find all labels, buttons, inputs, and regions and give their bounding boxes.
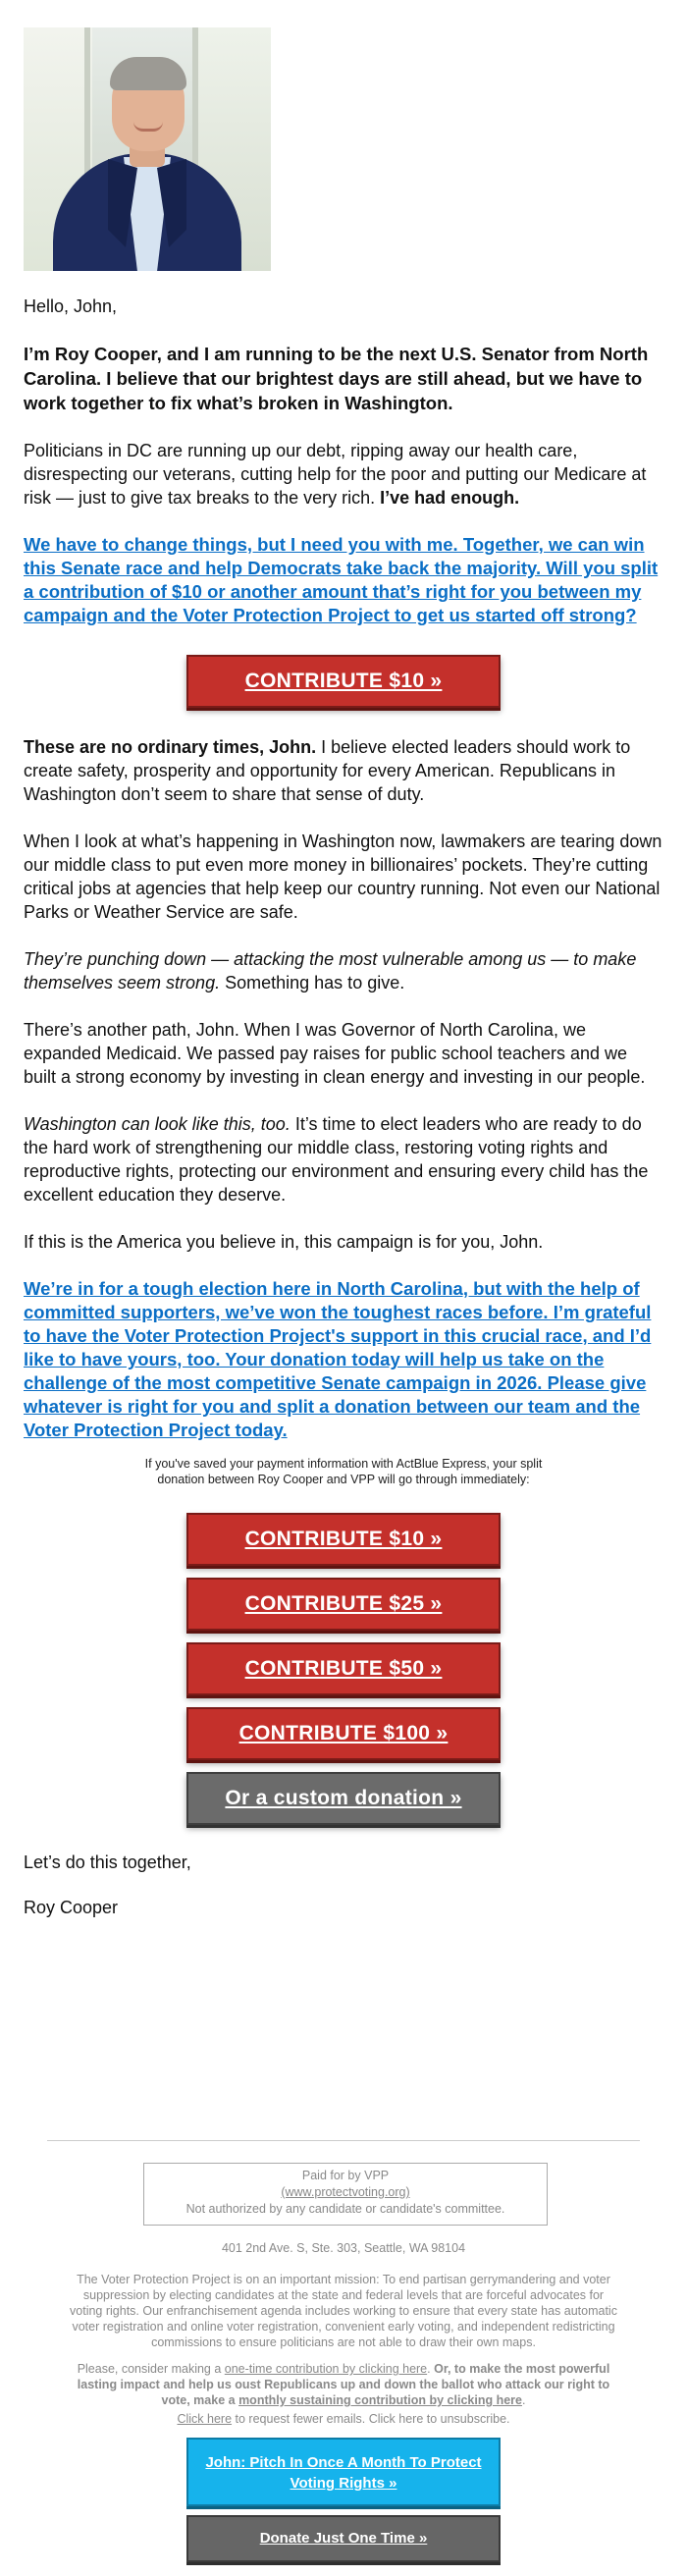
washington-paragraph: When I look at what’s happening in Washington now, lawmakers are tearing down our middle class to put even more money in billionaires’ pockets. They’re cutting critical jobs at agencies that help keep our country running. Not even our National Parks or Weather Service are safe. — [24, 832, 662, 922]
donate-one-time-button[interactable]: Donate Just One Time » — [186, 2515, 501, 2562]
footer-divider — [47, 2140, 640, 2141]
look-paragraph: Washington can look like this, too. It’s time to elect leaders who are ready to do the hard work of strengthening our middle class, restoring voting rights and reproductive rights, protecting our environment and ensuring every child has the excellent education they deserve. — [24, 1114, 649, 1205]
footer-address: 401 2nd Ave. S, Ste. 303, Seattle, WA 98104 — [221, 2241, 466, 2255]
custom-donation-button[interactable]: Or a custom donation » — [186, 1772, 501, 1825]
fewer-emails-link[interactable]: Click here — [177, 2412, 233, 2426]
vpp-website-link[interactable]: (www.protectvoting.org) — [281, 2185, 410, 2199]
lead-paragraph: I’m Roy Cooper, and I am running to be the next U.S. Senator from North Carolina. I believe that our brightest days are still ahead, but we have to work together to fix what’s broken in Washington. — [24, 344, 649, 413]
america-paragraph: If this is the America you believe in, this campaign is for you, John. — [24, 1232, 544, 1252]
contribute-10-button[interactable]: CONTRIBUTE $10 » — [186, 1513, 501, 1566]
paid-for-disclaimer — [143, 2163, 548, 2226]
footer-email-prefs: Click here to request fewer emails. Click here to unsubscribe. — [177, 2412, 510, 2426]
closing-line: Let’s do this together, — [24, 1852, 191, 1872]
footer-mission: The Voter Protection Project is on an important mission: To end partisan gerrymandering and voter suppression by electing candidates at the state and federal levels that are forceful advocates for voting rights. Our enfranchisement agenda includes working to ensure that every state has automatic voter registration and online voter registration, convenient early voting, and independent redistricting commissions to ensure politicians are not able to draw their own maps. — [70, 2273, 617, 2349]
contribute-50-button[interactable]: CONTRIBUTE $50 » — [186, 1642, 501, 1695]
punching-paragraph: They’re punching down — attacking the most vulnerable among us — to make themselves seem strong. Something has to give. — [24, 949, 637, 993]
donation-ask-link-1[interactable]: We have to change things, but I need you with me. Together, we can win this Senate race and help Democrats take back the majority. Will you split a contribution of $10 or another amount that’s right for you between my campaign and the Voter Protection Project to get us started off strong? — [24, 534, 659, 625]
donation-ask-link-2[interactable]: We’re in for a tough election here in North Carolina, but with the help of committed supporters, we’ve won the toughest races before. I’m grateful to have the Voter Protection Project's support in this crucial race, and I’d like to have yours, too. Your donation today will help us take on the challenge of the most competitive Senate campaign in 2026. Please give whatever is right for you and split a donation between our team and the Voter Protection Project today. — [24, 1278, 652, 1440]
donation-ask-1 — [24, 533, 663, 627]
one-time-contribution-link[interactable]: one-time contribution by clicking here — [224, 2362, 428, 2376]
monthly-pitch-button[interactable]: John: Pitch In Once A Month To Protect Voting Rights » — [186, 2438, 501, 2506]
monthly-contribution-link[interactable]: monthly sustaining contribution by clicking here — [238, 2393, 522, 2407]
contribute-100-button[interactable]: CONTRIBUTE $100 » — [186, 1707, 501, 1760]
paid-by-text: Paid for by VPP — [301, 2169, 390, 2182]
donation-ask-2 — [24, 1277, 663, 1442]
contribute-25-button[interactable]: CONTRIBUTE $25 » — [186, 1578, 501, 1631]
footer-consider: Please, consider making a one-time contribution by clicking here. Or, to make the most powerful lasting impact and help us oust Republicans up and down the ballot who attack our right to vote, make a monthly sustaining contribution by clicking here. — [77, 2362, 610, 2407]
ordinary-paragraph: These are no ordinary times, John. I believe elected leaders should work to create safety, prosperity and opportunity for every American. Republicans in Washington don’t seem to share that sense of duty. — [24, 737, 631, 804]
actblue-note: If you've saved your payment information with ActBlue Express, your split donation between Roy Cooper and VPP will go through immediately: — [144, 1457, 543, 1486]
politicians-paragraph: Politicians in DC are running up our debt, ripping away our health care, disrespecting our veterans, cutting help for the poor and putting our Medicare at risk — just to give tax breaks to the very rich. I’ve had enough. — [24, 441, 647, 508]
candidate-photo — [24, 27, 271, 271]
contribute-10-button-top[interactable]: CONTRIBUTE $10 » — [186, 655, 501, 708]
greeting: Hello, John, — [24, 296, 118, 316]
signature: Roy Cooper — [24, 1898, 119, 1917]
not-authorized-text: Not authorized by any candidate or candidate's committee. — [185, 2202, 505, 2216]
path-paragraph: There’s another path, John. When I was Governor of North Carolina, we expanded Medicaid. We passed pay raises for public school teachers and we built a strong economy by investing in clean energy and investing in our people. — [24, 1020, 646, 1087]
